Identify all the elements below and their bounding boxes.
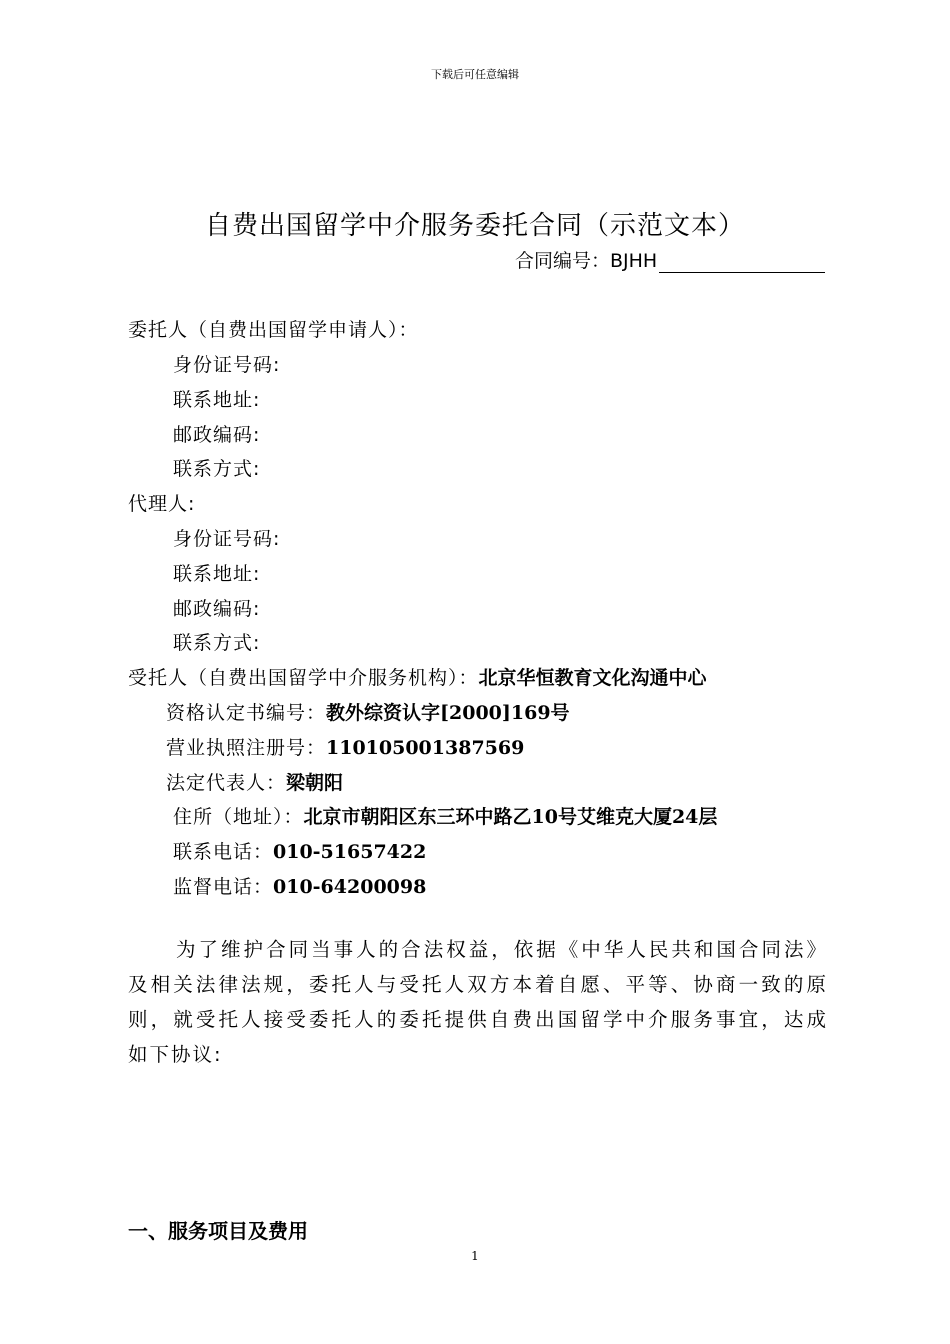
paragraph-line: 及相关法律法规，委托人与受托人双方本着自愿、平等、协商一致的原: [128, 973, 828, 996]
trustee-phone-value: 010-51657422: [273, 841, 427, 863]
trustee-address-value: 北京市朝阳区东三环中路乙10号艾维克大厦24层: [303, 806, 718, 828]
client-address-label: 联系地址:: [173, 389, 261, 411]
trustee-rep-value: 梁朝阳: [286, 772, 344, 794]
trustee-license-label: 营业执照注册号：: [166, 737, 327, 759]
agent-address-label: 联系地址:: [173, 563, 261, 585]
trustee-heading: [128, 663, 707, 690]
trustee-cert-label: 资格认定书编号：: [166, 702, 327, 724]
trustee-phone-label: 联系电话：: [173, 841, 274, 863]
trustee-license: [166, 733, 524, 760]
document-title: 自费出国留学中介服务委托合同（示范文本）: [204, 211, 745, 241]
contract-number-label: 合同编号：BJHH: [515, 250, 658, 272]
header-note: 下载后可任意编辑: [431, 68, 519, 81]
paragraph-line: 如下协议:: [128, 1043, 223, 1066]
paragraph-line: 则，就受托人接受委托人的委托提供自费出国留学中介服务事宜，达成: [128, 1008, 828, 1031]
trustee-cert-value: 教外综资认字[2000]169号: [326, 702, 570, 724]
trustee-rep-label: 法定代表人：: [166, 772, 287, 794]
trustee-license-value: 110105001387569: [326, 737, 525, 759]
agent-id-label: 身份证号码:: [173, 528, 281, 550]
contract-number-blank: [659, 250, 825, 273]
trustee-name: 北京华恒教育文化沟通中心: [478, 667, 707, 689]
paragraph-line: 为了维护合同当事人的合法权益，依据《中华人民共和国合同法》: [176, 938, 828, 961]
agent-postcode-label: 邮政编码:: [173, 598, 261, 620]
trustee-address: [173, 802, 717, 829]
trustee-supervise: [173, 872, 426, 899]
client-heading: 委托人（自费出国留学申请人）：: [128, 319, 419, 341]
agreement-paragraph: [128, 932, 828, 1072]
page-number: 1: [471, 1249, 479, 1263]
trustee-rep: [166, 768, 343, 795]
trustee-heading-label: 受托人（自费出国留学中介服务机构）：: [128, 667, 479, 689]
trustee-phone: [173, 837, 426, 864]
trustee-supervise-label: 监督电话：: [173, 876, 274, 898]
client-contact-label: 联系方式:: [173, 458, 261, 480]
section-heading: 一、服务项目及费用: [128, 1219, 308, 1243]
client-id-label: 身份证号码:: [173, 354, 281, 376]
contract-number: [515, 246, 825, 273]
trustee-cert: [166, 698, 570, 725]
trustee-address-label: 住所（地址）：: [173, 806, 304, 828]
agent-contact-label: 联系方式:: [173, 632, 261, 654]
agent-heading: 代理人:: [128, 493, 196, 515]
client-postcode-label: 邮政编码:: [173, 424, 261, 446]
trustee-supervise-value: 010-64200098: [273, 876, 427, 898]
